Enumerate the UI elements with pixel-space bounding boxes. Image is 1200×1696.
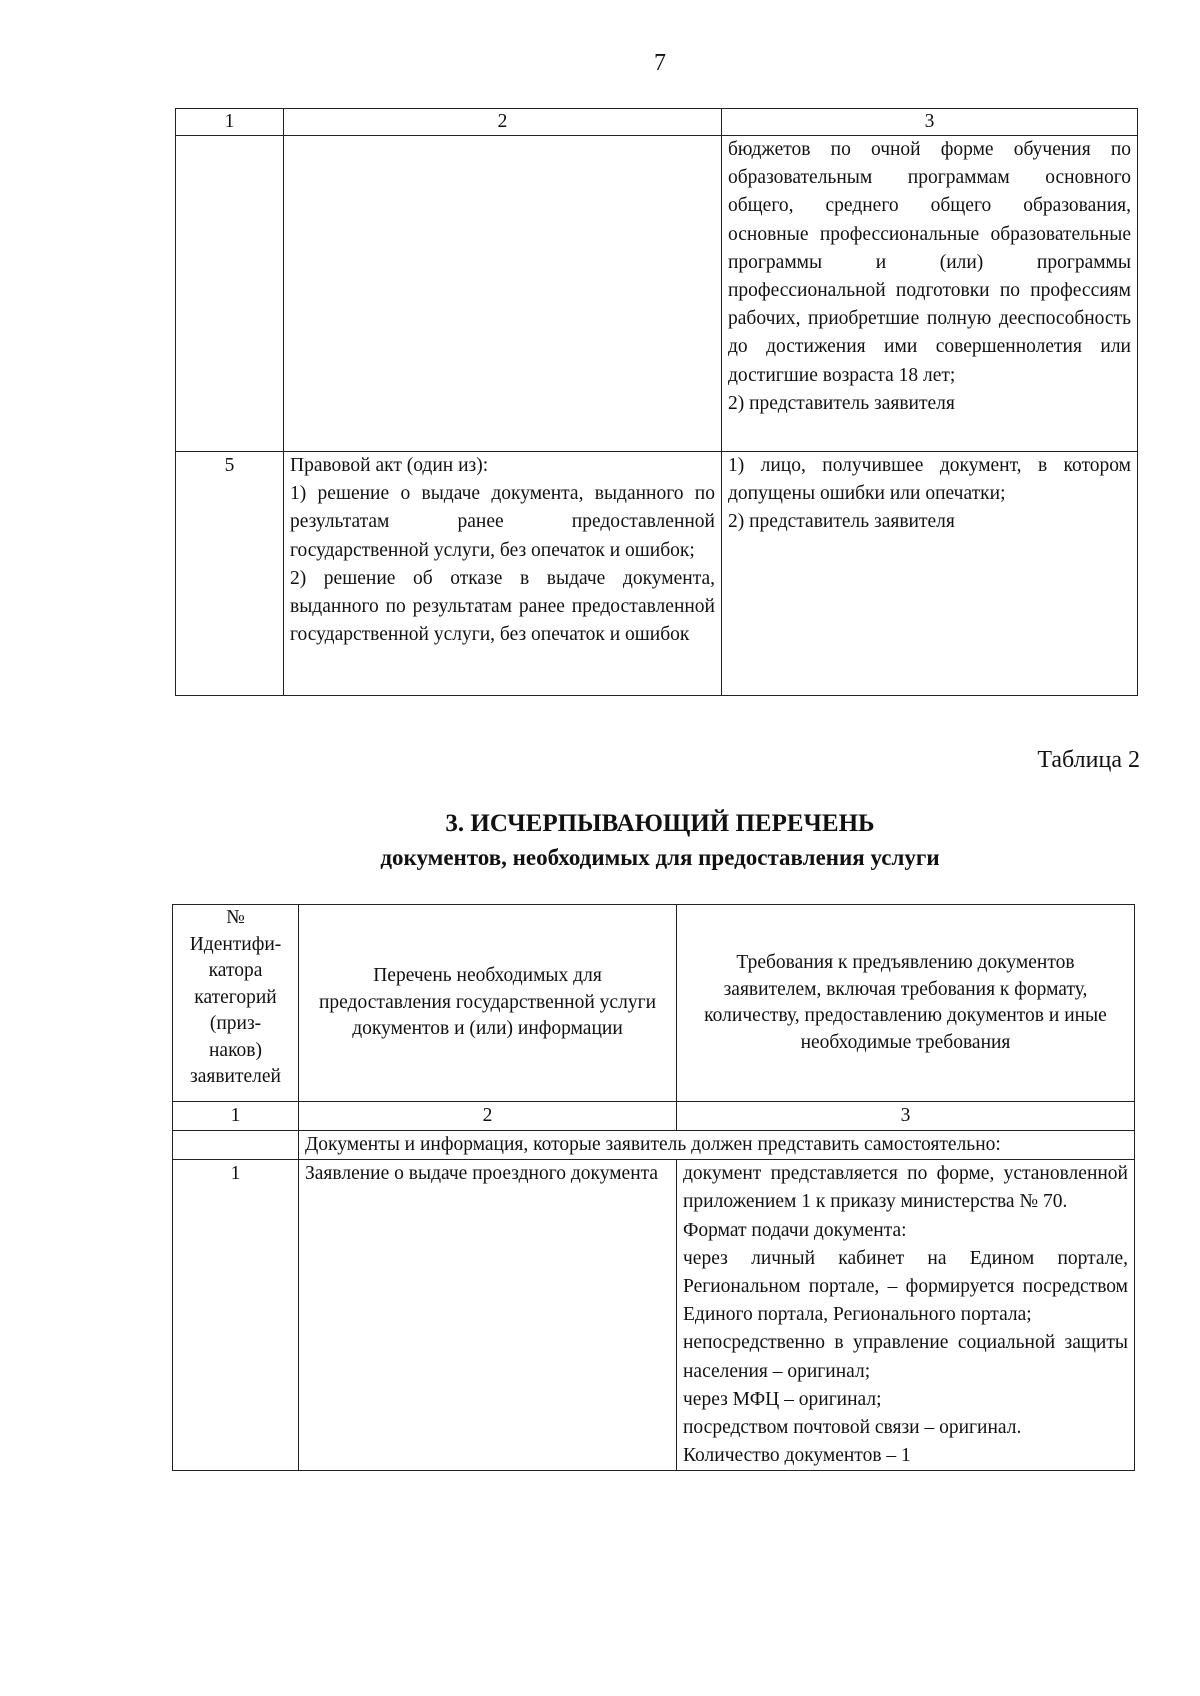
table-1-continued [175, 108, 1138, 696]
table-2-cell-empty [173, 1131, 299, 1160]
header-line: № [226, 907, 245, 928]
requirement-line: через личный кабинет на Едином портале, Региональном портале, – формируется посредством Единого портала, Регионального портала; [683, 1247, 1128, 1326]
document-requirements [677, 1160, 1135, 1471]
table-1-cell-empty [176, 136, 284, 452]
row-number: 1 [173, 1160, 299, 1471]
table-row [176, 136, 1138, 452]
row-number: 5 [176, 452, 284, 696]
header-line: наков) [208, 1039, 263, 1061]
header-line: (приз- [209, 1013, 262, 1034]
table-1-header-row [176, 109, 1138, 136]
table-1-header-col1: 1 [176, 109, 284, 136]
table-1-header-col3: 3 [722, 109, 1138, 136]
header-text: Перечень необходимых для предоставления государственной услуги документов и (или) информации [318, 965, 657, 1040]
table-1-continued-cell [722, 136, 1138, 452]
table-row [176, 452, 1138, 696]
legal-act-intro: Правовой акт (один из): [290, 455, 489, 476]
requirement-line: Формат подачи документа: [683, 1219, 907, 1241]
requirement-line: посредством почтовой связи – оригинал. [683, 1417, 1022, 1439]
section-title: 3. ИСЧЕРПЫВАЮЩИЙ ПЕРЕЧЕНЬ [445, 810, 875, 837]
column-number: 2 [299, 1102, 677, 1131]
recipient-cell [722, 452, 1138, 696]
recipient-representative: 2) представитель заявителя [728, 392, 955, 414]
requirement-line: непосредственно в управление социальной защиты населения – оригинал; [683, 1332, 1128, 1382]
table-1-cell-empty [284, 136, 722, 452]
table-row [173, 1160, 1135, 1471]
group-row-text: Документы и информация, которые заявитель должен представить самостоятельно: [299, 1131, 1135, 1160]
page-number: 7 [654, 50, 666, 76]
table-row [173, 1131, 1135, 1160]
table-2-documents [172, 904, 1135, 1471]
requirement-line: через МФЦ – оригинал; [683, 1388, 882, 1410]
recipient-item-1: 1) лицо, получившее документ, в котором допущены ошибки или опечатки; [728, 455, 1131, 505]
recipient-category-text: бюджетов по очной форме обучения по образовательным программам основного общего, среднего общего образования, основные профессиональные образовательные программы и (или) программы профессиональной подготовки по профессиям рабочих, приобретшие полную дееспособность до достижения ими совершеннолетия или достигшие возраста 18 лет; [728, 139, 1131, 386]
header-line: категорий [194, 986, 277, 1008]
recipient-item-2: 2) представитель заявителя [728, 511, 955, 533]
table-1-header-col2: 2 [284, 109, 722, 136]
header-text: Требования к предъявлению документов заявителем, включая требования к формату, количеству, предоставлению документов и иные необходимые требования [704, 952, 1107, 1053]
section-subtitle: документов, необходимых для предоставления услуги [380, 845, 940, 870]
header-requirements [677, 905, 1135, 1102]
column-number: 3 [677, 1102, 1135, 1131]
document-name: Заявление о выдаче проездного документа [299, 1160, 677, 1471]
legal-act-cell [284, 452, 722, 696]
header-category-id [173, 905, 299, 1102]
requirement-line: документ представляется по форме, установленной приложением 1 к приказу министерства № 70. [683, 1163, 1128, 1213]
requirement-line: Количество документов – 1 [683, 1445, 911, 1467]
header-line: заявителей [190, 1066, 281, 1087]
table-caption: Таблица 2 [1037, 747, 1140, 773]
legal-act-item-2: 2) решение об отказе в выдаче документа, выданного по результатам ранее предоставленной государственной услуги, без опечаток и ошибок [290, 567, 715, 646]
column-number: 1 [173, 1102, 299, 1131]
table-2-number-row [173, 1102, 1135, 1131]
legal-act-item-1: 1) решение о выдаче документа, выданного по результатам ранее предоставленной государственной услуги, без опечаток и ошибок; [290, 483, 715, 561]
header-line: катора [208, 960, 263, 981]
header-documents-list [299, 905, 677, 1102]
table-2-header-row [173, 905, 1135, 1102]
header-line: Идентифи- [189, 933, 282, 955]
